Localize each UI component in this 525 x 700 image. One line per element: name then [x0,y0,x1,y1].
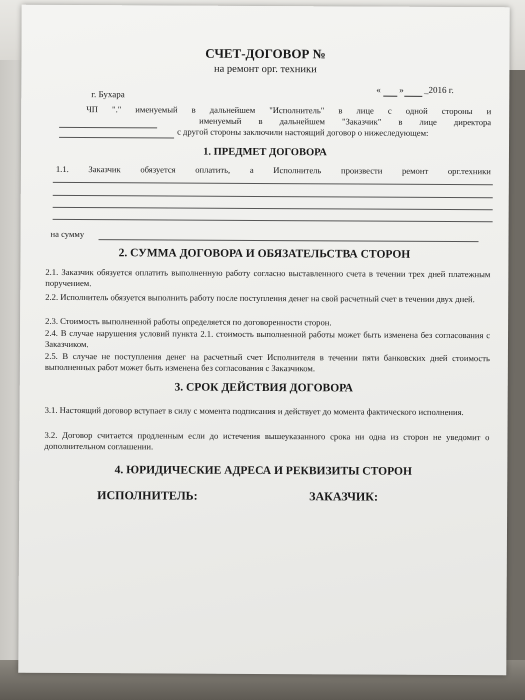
clause-2-1: 2.1. Заказчик обязуется оплатить выполненную работу согласно выставленного счета в течении трех дней платежным поручением. [45,266,491,289]
customer-heading: ЗАКАЗЧИК: [309,489,379,504]
section-2-title: 2. СУММА ДОГОВОРА И ОБЯЗАТЕЛЬСТВА СТОРОН [118,247,411,261]
director-name-blank [59,137,174,139]
date-quote-open: « [376,84,381,95]
document-subtitle: на ремонт орг. техники [214,63,317,76]
city: г. Бухара [91,89,125,100]
customer-name-blank [59,127,157,129]
work-description-line-4 [53,219,493,222]
clause-2-2: 2.2. Исполнитель обязуется выполнить работу после поступления денег на свой расчетный счет в течении двух дней. [45,291,475,305]
contract-sheet [18,5,509,676]
section-3-title: 3. СРОК ДЕЙСТВИЯ ДОГОВОРА [174,381,354,395]
work-description-line-2 [53,195,493,198]
date-quote-close: » [399,84,404,95]
preamble-line-2: именуемый в дальнейшем "Заказчик" в лице директора [199,115,492,128]
date-year: _2016 г. [424,84,454,95]
clause-2-5: 2.5. В случае не поступления денег на расчетный счет Исполнителя в течении пяти банковских дней стоимость выполненных работ может быть изменена без согласования с Заказчиком. [44,350,490,374]
clause-2-4: 2.4. В случае нарушения условий пункта 2.1. стоимость выполненной работы может быть изменена без согласования с Заказчиком. [44,327,491,350]
clause-3-1: 3.1. Настоящий договор вступает в силу с момента подписания и действует до момента фактического исполнения. [44,404,464,418]
clause-3-2: 3.2. Договор считается продленным если до истечения вышеуказанного срока ни одна из сторон не уведомит о дополнительном соглашении. [44,429,490,452]
preamble-line-3: с другой стороны заключили настоящий договор о нижеследующем: [177,126,429,138]
sum-label: на сумму [50,228,85,240]
work-description-line-1 [53,182,493,185]
date-line [376,85,453,97]
preamble-line-1: ЧП "." именуемый в дальнейшем "Исполнитель" в лице с одной стороны и [86,104,492,117]
clause-1-1: 1.1. Заказчик обязуется оплатить, а Исполнитель произвести ремонт орг.техники [55,163,491,177]
day-blank [383,95,397,96]
clause-2-3: 2.3. Стоимость выполненной работы определяется по договоренности сторон. [45,315,332,328]
month-blank [404,95,422,96]
document-title: СЧЕТ-ДОГОВОР № [205,45,326,62]
executor-heading: ИСПОЛНИТЕЛЬ: [97,488,198,503]
section-1-title: 1. ПРЕДМЕТ ДОГОВОРА [203,146,327,159]
sum-blank [99,239,479,242]
section-4-title: 4. ЮРИДИЧЕСКИЕ АДРЕСА И РЕКВИЗИТЫ СТОРОН [114,464,412,478]
work-description-line-3 [53,207,493,210]
